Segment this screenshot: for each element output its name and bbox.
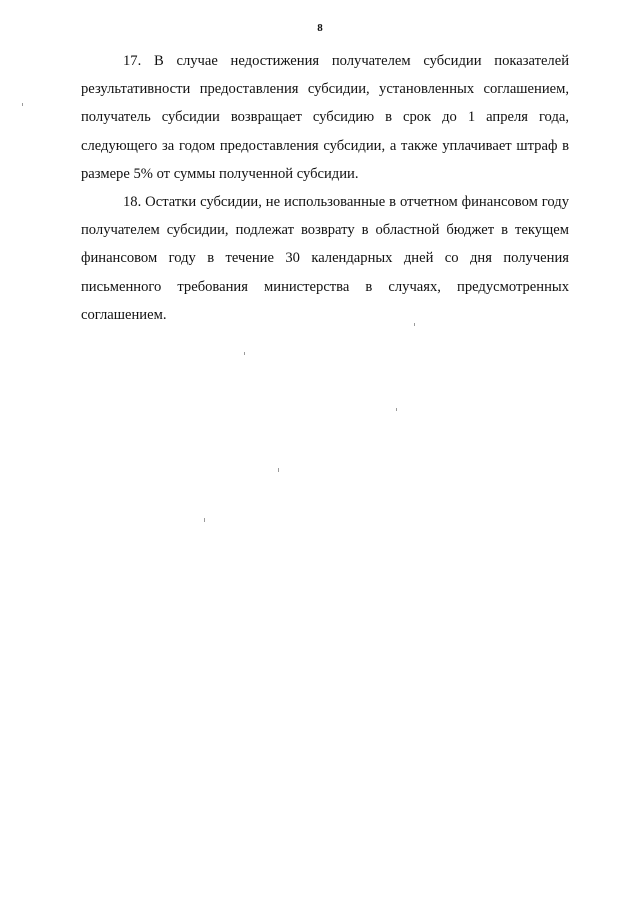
paragraph-18: 18. Остатки субсидии, не использованные в отчетном финансовом году получателем субсидии, подлежат возврату в областной бюджет в текущем финансовом году в течение 30 календарных дней со дня получения письменного требования министерства в случаях, предусмотренных соглашением. (81, 194, 569, 323)
scan-speck (396, 408, 397, 411)
page-number: 8 (317, 22, 323, 34)
paragraph-17: 17. В случае недостижения получателем субсидии показателей результативности предоставления субсидии, установленных соглашением, получатель субсидии возвращает субсидию в срок до 1 апреля года, следующего за годом предоставления субсидии, а также уплачивает штраф в размере 5% от суммы полученной субсидии. (81, 53, 569, 182)
scan-speck (278, 468, 279, 472)
scan-speck (414, 323, 415, 326)
document-body (81, 47, 569, 329)
scan-speck (244, 352, 245, 355)
scan-speck (22, 103, 23, 106)
scan-speck (204, 518, 205, 522)
